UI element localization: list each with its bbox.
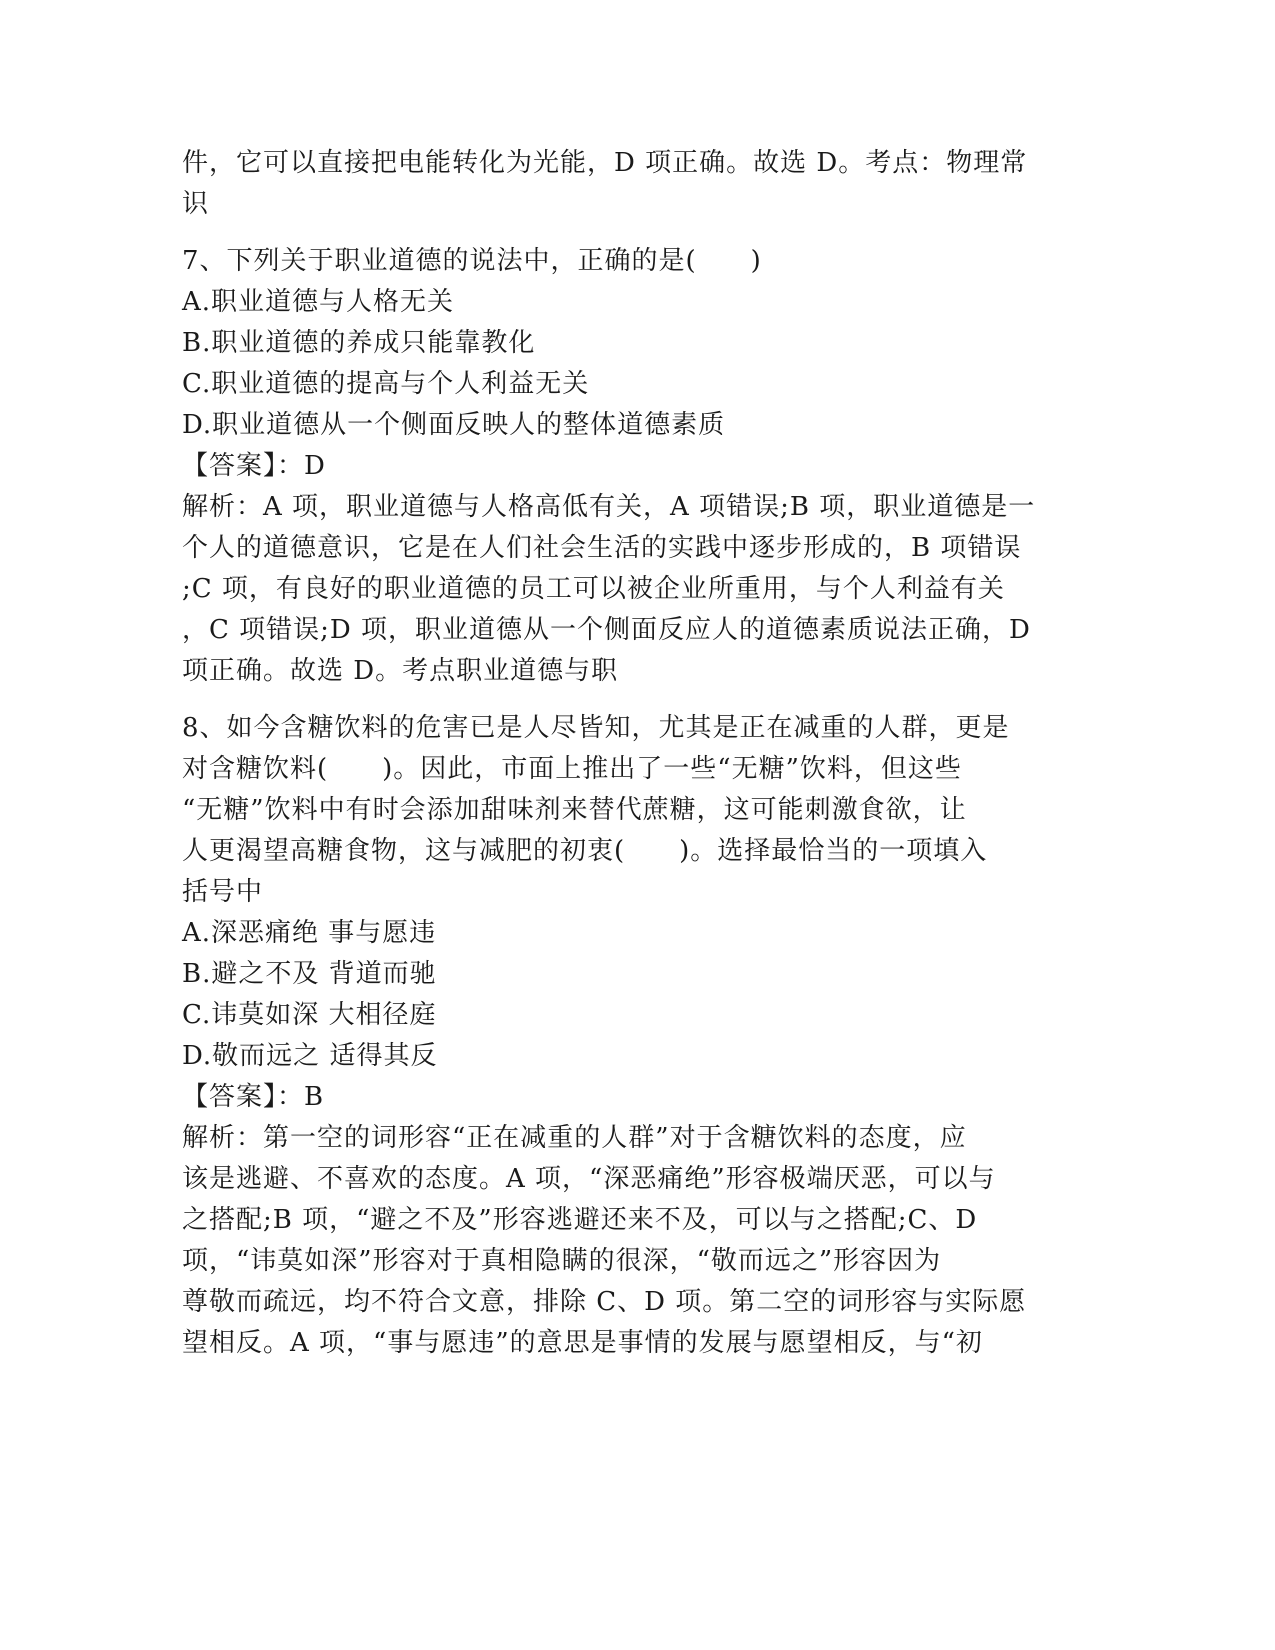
text-line: 识 bbox=[182, 189, 210, 219]
document-page bbox=[182, 143, 1042, 1364]
question-8 bbox=[182, 708, 1042, 1364]
analysis-line: ，C 项错误;D 项，职业道德从一个侧面反应人的道德素质说法正确，D bbox=[182, 615, 1031, 645]
answer-line: 【答案】：D bbox=[182, 451, 326, 481]
option-d: D.敬而远之 适得其反 bbox=[182, 1041, 438, 1071]
option-a: A.职业道德与人格无关 bbox=[182, 287, 455, 317]
analysis-line: 该是逃避、不喜欢的态度。A 项，“深恶痛绝”形容极端厌恶，可以与 bbox=[182, 1164, 996, 1194]
previous-analysis-continuation bbox=[182, 143, 1042, 225]
analysis-line: 项正确。故选 D。考点职业道德与职 bbox=[182, 656, 619, 686]
option-c: C.职业道德的提高与个人利益无关 bbox=[182, 369, 590, 399]
question-stem: 人更渴望高糖食物，这与减肥的初衷( )。选择最恰当的一项填入 bbox=[182, 836, 988, 866]
question-stem: 对含糖饮料( )。因此，市面上推出了一些“无糖”饮料，但这些 bbox=[182, 754, 962, 784]
text-line: 件，它可以直接把电能转化为光能，D 项正确。故选 D。考点：物理常 bbox=[182, 148, 1028, 178]
question-7 bbox=[182, 241, 1042, 692]
question-stem: 7、下列关于职业道德的说法中，正确的是( ) bbox=[182, 246, 762, 276]
analysis-line: 望相反。A 项，“事与愿违”的意思是事情的发展与愿望相反，与“初 bbox=[182, 1328, 983, 1358]
question-stem: 括号中 bbox=[182, 877, 264, 907]
analysis-line: 解析：A 项，职业道德与人格高低有关，A 项错误;B 项，职业道德是一 bbox=[182, 492, 1036, 522]
analysis-line: 个人的道德意识，它是在人们社会生活的实践中逐步形成的，B 项错误 bbox=[182, 533, 1022, 563]
analysis-line: 项，“讳莫如深”形容对于真相隐瞒的很深，“敬而远之”形容因为 bbox=[182, 1246, 942, 1276]
option-c: C.讳莫如深 大相径庭 bbox=[182, 1000, 437, 1030]
analysis-line: 尊敬而疏远，均不符合文意，排除 C、D 项。第二空的词形容与实际愿 bbox=[182, 1287, 1027, 1317]
option-b: B.避之不及 背道而驰 bbox=[182, 959, 437, 989]
option-d: D.职业道德从一个侧面反映人的整体道德素质 bbox=[182, 410, 726, 440]
question-stem: 8、如今含糖饮料的危害已是人尽皆知，尤其是正在减重的人群，更是 bbox=[182, 713, 1010, 743]
analysis-line: 解析：第一空的词形容“正在减重的人群”对于含糖饮料的态度，应 bbox=[182, 1123, 967, 1153]
analysis-line: ;C 项，有良好的职业道德的员工可以被企业所重用，与个人利益有关 bbox=[182, 574, 1005, 604]
question-stem: “无糖”饮料中有时会添加甜味剂来替代蔗糖，这可能刺激食欲，让 bbox=[182, 795, 967, 825]
option-b: B.职业道德的养成只能靠教化 bbox=[182, 328, 536, 358]
analysis-line: 之搭配;B 项，“避之不及”形容逃避还来不及，可以与之搭配;C、D bbox=[182, 1205, 978, 1235]
option-a: A.深恶痛绝 事与愿违 bbox=[182, 918, 437, 948]
answer-line: 【答案】：B bbox=[182, 1082, 325, 1112]
